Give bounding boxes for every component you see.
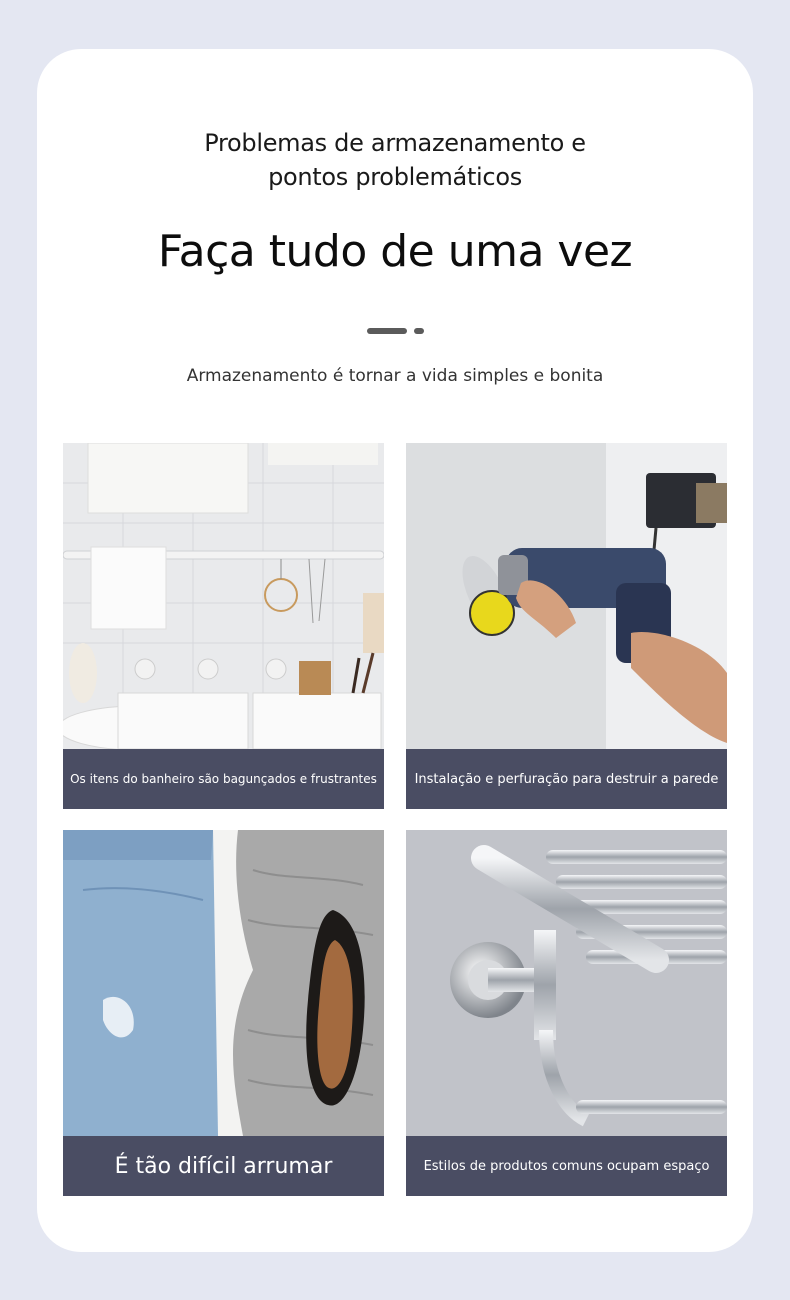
- tile-caption: Instalação e perfuração para destruir a parede: [406, 749, 727, 809]
- subtitle-line-1: Problemas de armazenamento e: [204, 129, 586, 157]
- tile-caption: Estilos de produtos comuns ocupam espaço: [406, 1136, 727, 1196]
- tile-messy-clothes: [63, 830, 384, 1196]
- wall-drilling-photo: [406, 443, 727, 749]
- divider-long-dash: [367, 328, 407, 334]
- tile-caption: Os itens do banheiro são bagunçados e frustrantes: [63, 749, 384, 809]
- tile-wall-drilling: [406, 443, 727, 809]
- tile-towel-rack: [406, 830, 727, 1196]
- jeans-sweater-shoe-photo: [63, 830, 384, 1136]
- bathroom-clutter-photo: [63, 443, 384, 749]
- page-headline: Faça tudo de uma vez: [157, 226, 633, 277]
- tile-caption: É tão difícil arrumar: [63, 1136, 384, 1196]
- divider-short-dash: [414, 328, 424, 334]
- section-subtitle: [0, 126, 790, 194]
- tagline: Armazenamento é tornar a vida simples e bonita: [186, 366, 604, 386]
- subtitle-line-2: pontos problemáticos: [268, 163, 522, 191]
- tile-bathroom-clutter: [63, 443, 384, 809]
- chrome-towel-rack-photo: [406, 830, 727, 1136]
